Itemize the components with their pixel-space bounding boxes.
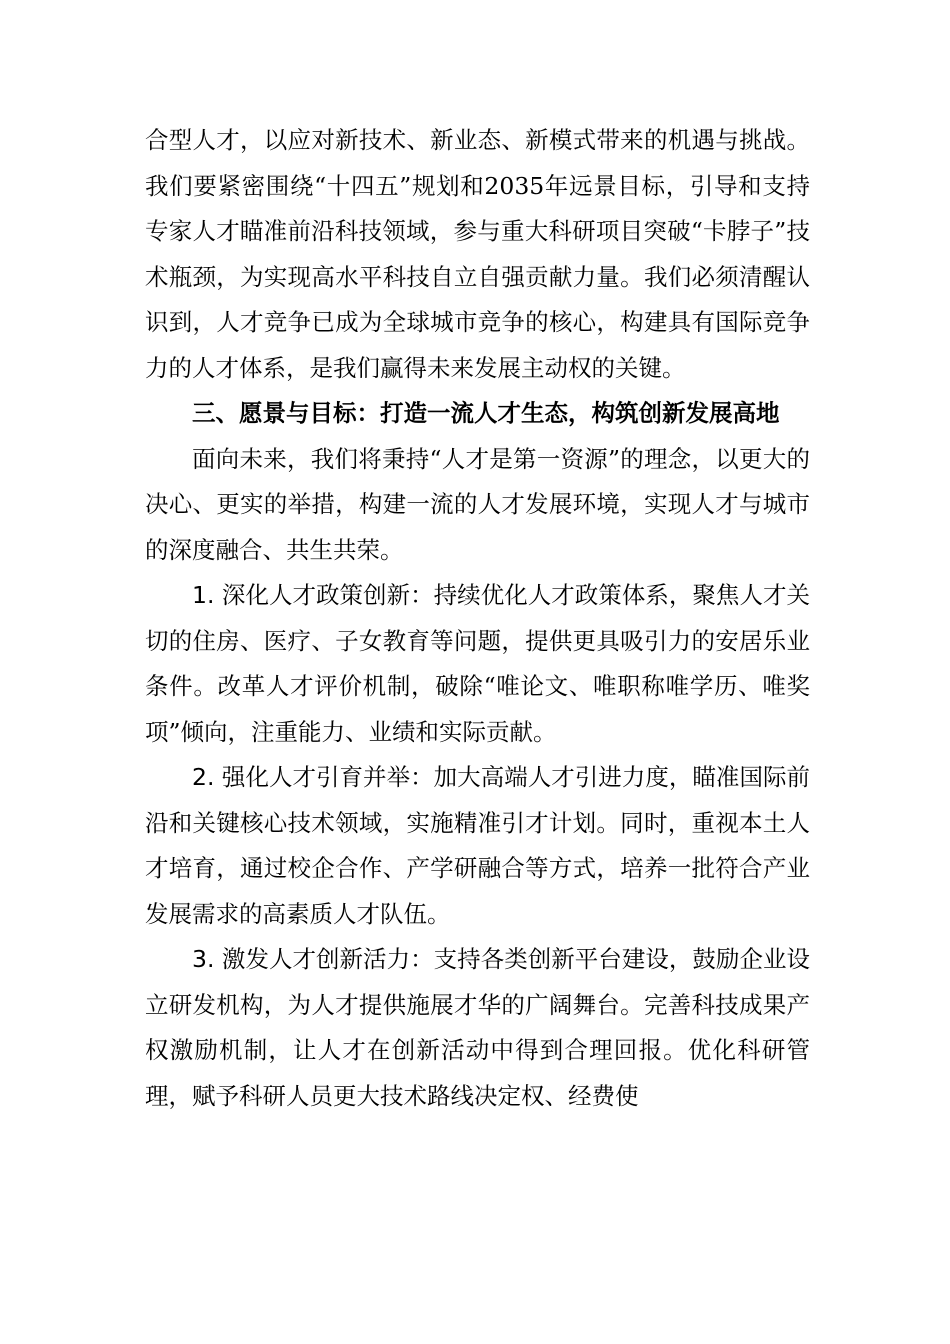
list-item-lead: 1. 深化人才政策创新： [192,581,434,609]
list-item [145,573,810,755]
list-item-body: 加大高端人才引进力度，瞄准国际前沿和关键核心技术领域，实施精准引才计划。同时，重视本土人才培育，通过校企合作、产学研融合等方式，培养一批符合产业发展需求的高素质人才队伍。 [145,763,810,928]
paragraph-vision: 面向未来，我们将秉持“人才是第一资源”的理念，以更大的决心、更实的举措，构建一流的人才发展环境，实现人才与城市的深度融合、共生共荣。 [145,444,810,564]
list-item [145,755,810,937]
document-page [145,118,810,1119]
section-heading: 三、愿景与目标：打造一流人才生态，构筑创新发展高地 [192,399,780,427]
list-item-lead: 3. 激发人才创新活力： [192,945,434,973]
list-item [145,937,810,1119]
list-item-lead: 2. 强化人才引育并举： [192,763,434,791]
list-item-body: 持续优化人才政策体系，聚焦人才关切的住房、医疗、子女教育等问题，提供更具吸引力的安居乐业条件。改革人才评价机制，破除“唯论文、唯职称唯学历、唯奖项”倾向，注重能力、业绩和实际贡献。 [145,581,810,746]
list-item-body: 支持各类创新平台建设，鼓励企业设立研发机构，为人才提供施展才华的广阔舞台。完善科技成果产权激励机制，让人才在创新活动中得到合理回报。优化科研管理，赋予科研人员更大技术路线决定权、经费使 [145,945,810,1110]
paragraph-intro: 合型人才，以应对新技术、新业态、新模式带来的机遇与挑战。我们要紧密围绕“十四五”规划和2035年远景目标，引导和支持专家人才瞄准前沿科技领域，参与重大科研项目突破“卡脖子”技术瓶颈，为实现高水平科技自立自强贡献力量。我们必须清醒认识到，人才竞争已成为全球城市竞争的核心，构建具有国际竞争力的人才体系，是我们赢得未来发展主动权的关键。 [145,126,810,382]
